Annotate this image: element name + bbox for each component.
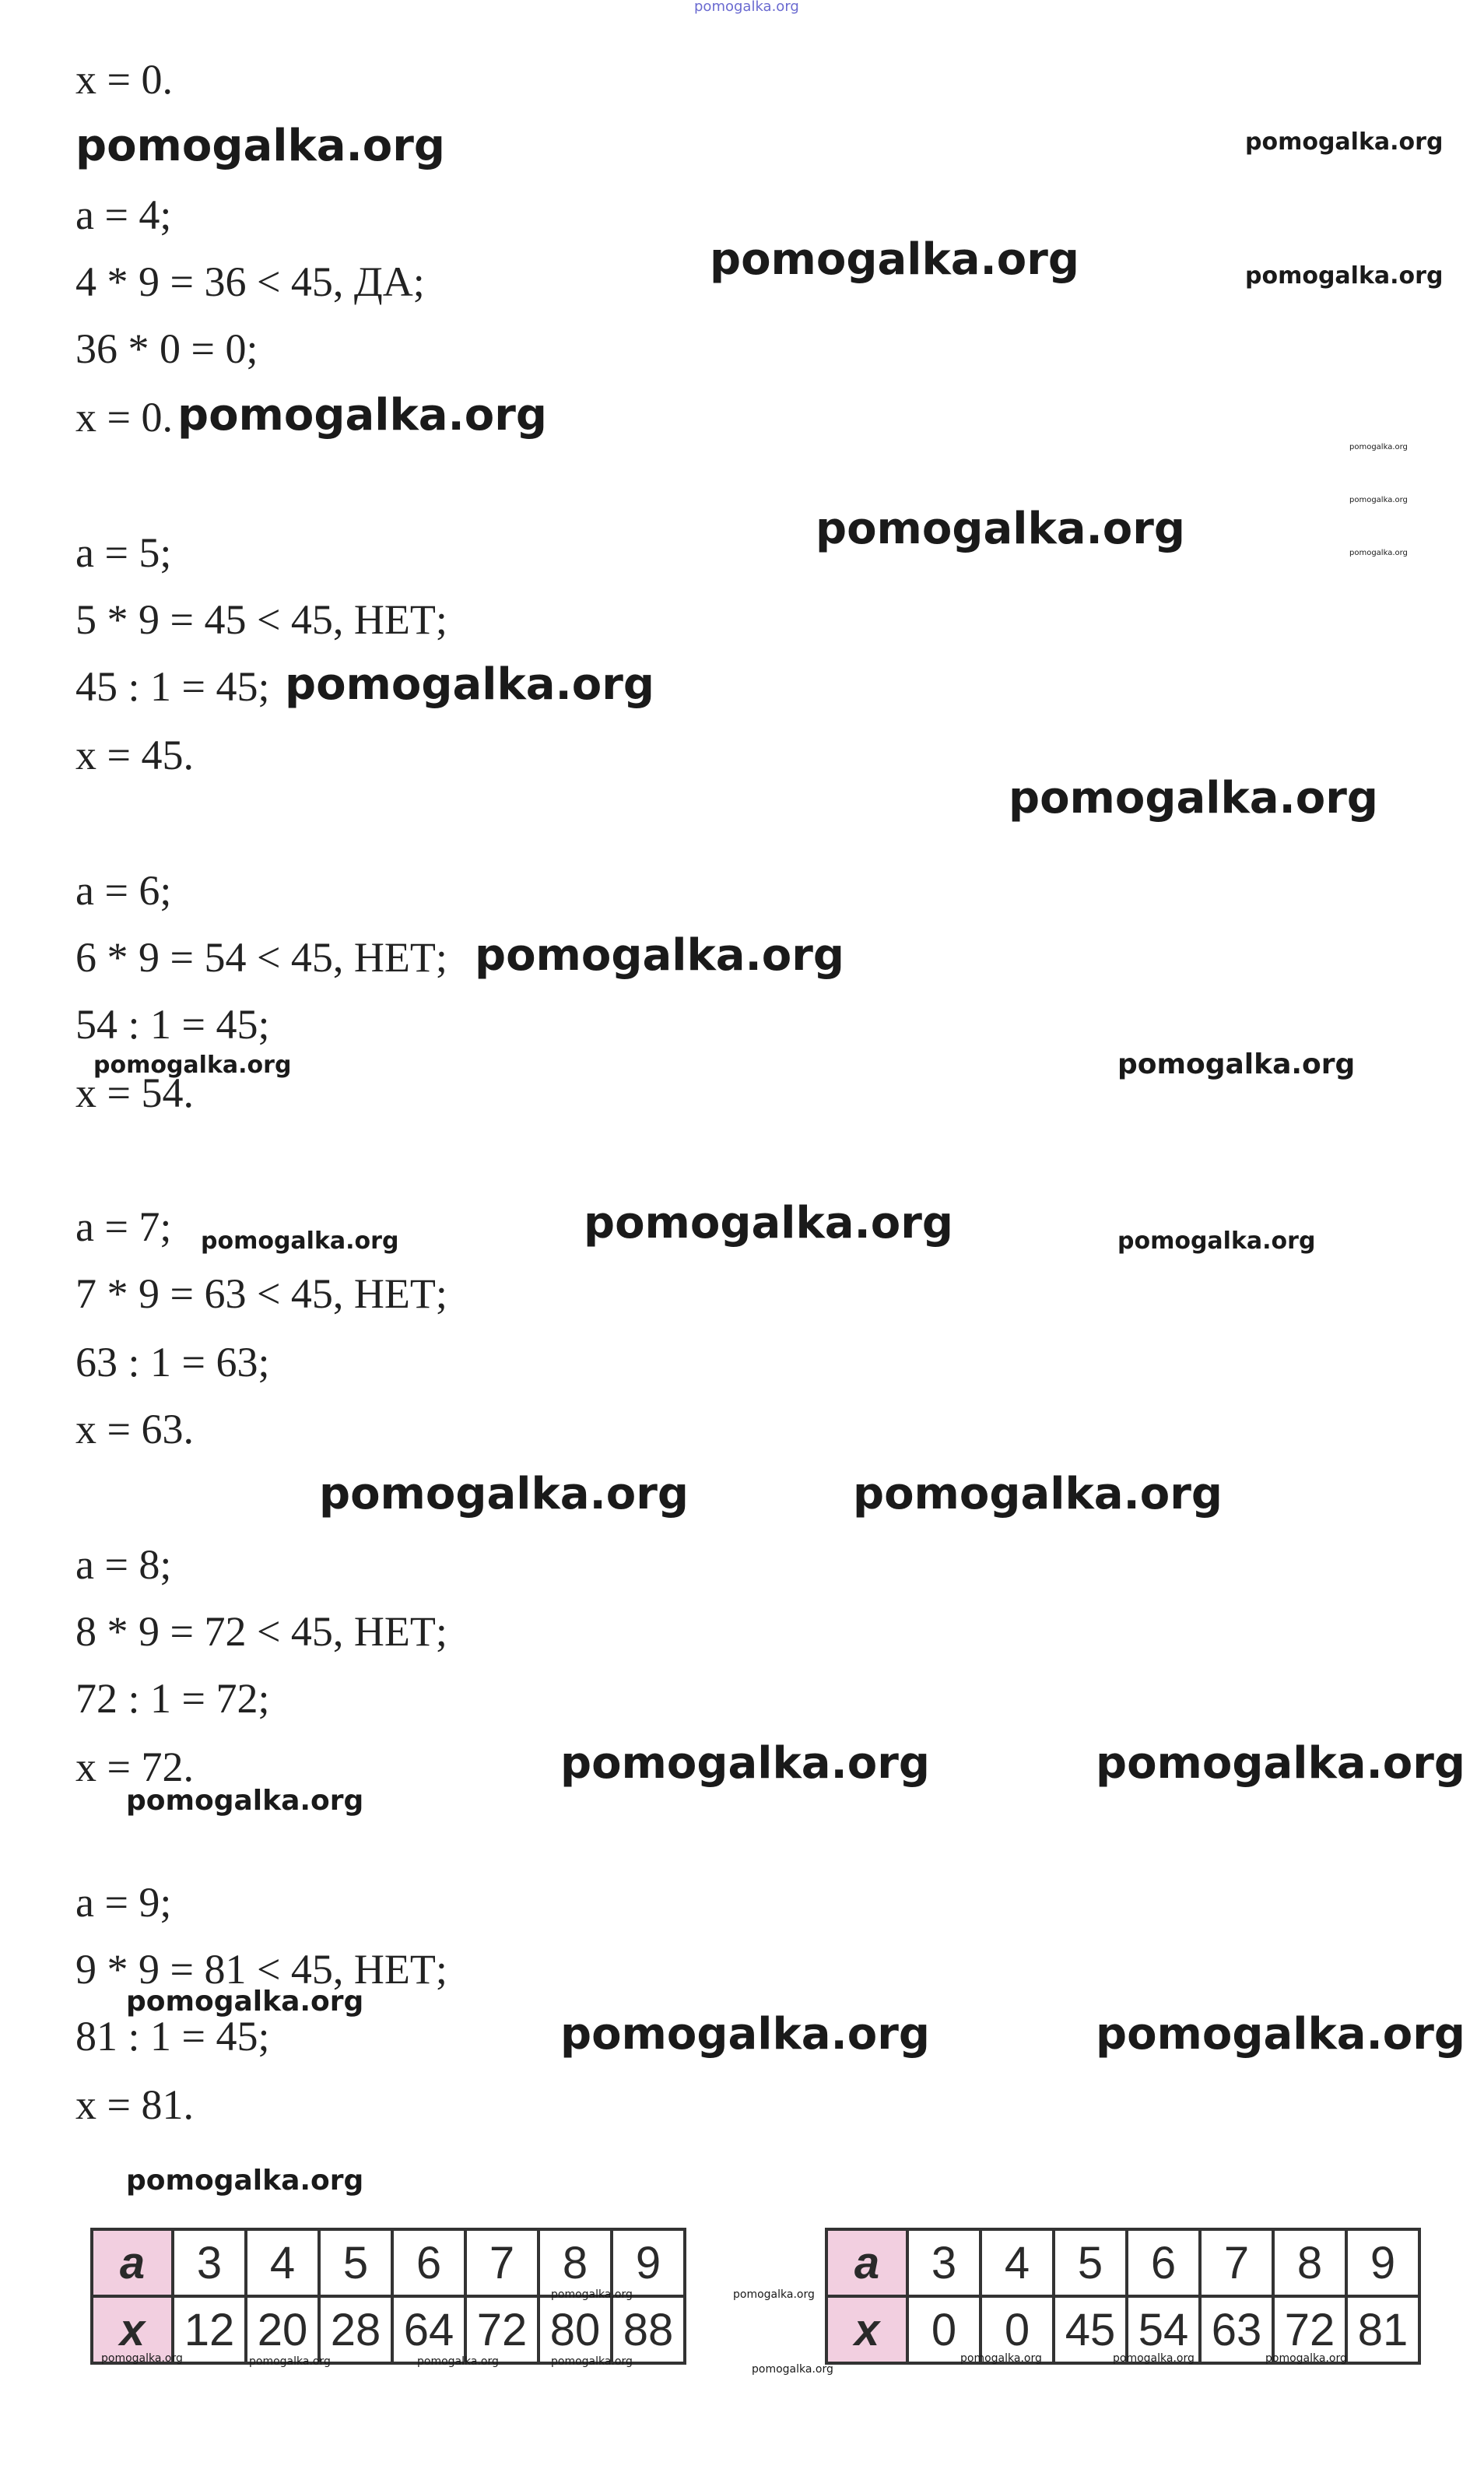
solution-line: a = 4; [75,191,172,238]
watermark: pomogalka.org [1349,549,1408,557]
solution-line: x = 45. [75,732,194,778]
watermark: pomogalka.org [710,234,1079,285]
solution-line: 5 * 9 = 45 < 45, НЕТ; [75,596,447,643]
watermark: pomogalka.org [417,2355,499,2368]
watermark: pomogalka.org [560,2009,930,2060]
solution-line: x = 63. [75,1406,194,1452]
watermark: pomogalka.org [1117,1227,1316,1255]
solution-line: 81 : 1 = 45; [75,2013,270,2060]
solution-line: x = 0. [75,394,173,441]
watermark: pomogalka.org [93,1052,292,1079]
x-cell: 54 [1127,2296,1200,2363]
watermark: pomogalka.org [249,2355,331,2368]
table-row [826,2229,1419,2296]
x-cell: 64 [392,2296,465,2363]
watermark: pomogalka.org [126,2165,364,2197]
watermark: pomogalka.org [1349,496,1408,504]
solution-line: 72 : 1 = 72; [75,1675,270,1722]
row-x-header: x [826,2296,907,2363]
a-cell: 6 [1127,2229,1200,2296]
solution-line: 63 : 1 = 63; [75,1339,270,1386]
x-cell: 28 [319,2296,392,2363]
a-cell: 5 [319,2229,392,2296]
x-cell: 63 [1200,2296,1273,2363]
a-cell: 9 [1346,2229,1419,2296]
solution-line: 45 : 1 = 45; [75,663,270,710]
solution-line: 7 * 9 = 63 < 45, НЕТ; [75,1270,447,1317]
solution-line: a = 9; [75,1879,172,1926]
a-cell: 8 [1273,2229,1346,2296]
watermark: pomogalka.org [551,2355,633,2368]
watermark: pomogalka.org [177,390,547,441]
solution-line: x = 81. [75,2081,194,2128]
watermark: pomogalka.org [816,504,1185,554]
solution-line: 6 * 9 = 54 < 45, НЕТ; [75,934,447,981]
solution-line: 9 * 9 = 81 < 45, НЕТ; [75,1946,447,1993]
solution-line: 4 * 9 = 36 < 45, ДА; [75,258,425,305]
watermark: pomogalka.org [1009,773,1378,824]
watermark: pomogalka.org [201,1227,399,1255]
table-right [825,2228,1421,2365]
watermark: pomogalka.org [285,659,654,710]
watermark: pomogalka.org [319,1469,689,1519]
a-cell: 9 [612,2229,685,2296]
x-cell: 0 [981,2296,1054,2363]
a-cell: 4 [981,2229,1054,2296]
table-row [92,2229,685,2296]
watermark: pomogalka.org [1113,2352,1195,2365]
solution-line: x = 72. [75,1744,194,1790]
solution-line: 36 * 0 = 0; [75,325,258,372]
watermark: pomogalka.org [1245,128,1444,156]
solution-line: x = 0. [75,56,173,103]
solution-line: 8 * 9 = 72 < 45, НЕТ; [75,1608,447,1655]
watermark: pomogalka.org [126,1785,364,1817]
watermark: pomogalka.org [1265,2352,1347,2365]
x-cell: 20 [246,2296,319,2363]
row-x-header: x [92,2296,173,2363]
watermark: pomogalka.org [1349,443,1408,451]
a-cell: 3 [173,2229,246,2296]
watermark: pomogalka.org [752,2363,833,2376]
watermark: pomogalka.org [101,2352,183,2365]
row-a-header: a [826,2229,907,2296]
a-cell: 5 [1054,2229,1127,2296]
solution-line: a = 8; [75,1541,172,1588]
watermark: pomogalka.org [853,1469,1223,1519]
x-cell: 72 [1273,2296,1346,2363]
solution-line: a = 7; [75,1203,172,1250]
solution-line: a = 5; [75,529,172,576]
header-watermark: pomogalka.org [694,0,799,15]
x-cell: 12 [173,2296,246,2363]
watermark: pomogalka.org [1245,262,1444,290]
watermark: pomogalka.org [551,2288,633,2301]
solution-line: a = 6; [75,867,172,914]
watermark: pomogalka.org [584,1198,953,1249]
row-a-header: a [92,2229,173,2296]
watermark: pomogalka.org [475,930,844,981]
watermark: pomogalka.org [560,1738,930,1789]
a-cell: 4 [246,2229,319,2296]
a-cell: 7 [465,2229,539,2296]
watermark: pomogalka.org [1096,2009,1465,2060]
x-cell: 80 [539,2296,612,2363]
solution-line: 54 : 1 = 45; [75,1001,270,1048]
a-cell: 7 [1200,2229,1273,2296]
a-cell: 8 [539,2229,612,2296]
x-cell: 0 [907,2296,981,2363]
a-cell: 3 [907,2229,981,2296]
x-cell: 45 [1054,2296,1127,2363]
solution-line: x = 54. [75,1069,194,1116]
watermark: pomogalka.org [1096,1738,1465,1789]
x-cell: 81 [1346,2296,1419,2363]
watermark: pomogalka.org [1117,1048,1356,1080]
watermark: pomogalka.org [75,121,445,171]
watermark: pomogalka.org [126,1986,364,2018]
x-cell: 88 [612,2296,685,2363]
watermark: pomogalka.org [960,2352,1042,2365]
watermark: pomogalka.org [733,2288,815,2301]
x-cell: 72 [465,2296,539,2363]
a-cell: 6 [392,2229,465,2296]
